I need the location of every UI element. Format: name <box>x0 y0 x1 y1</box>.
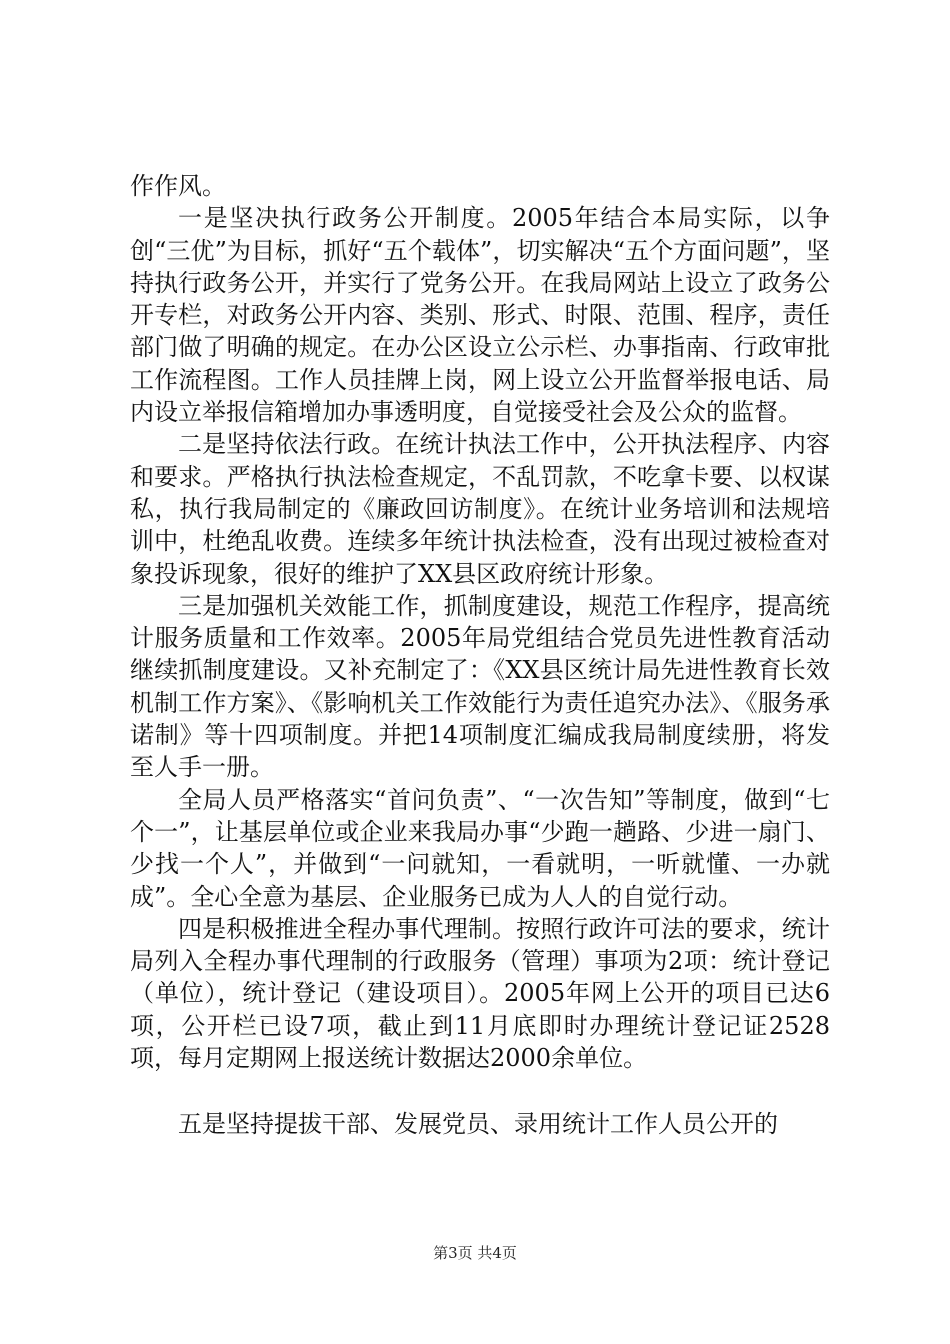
document-body <box>130 170 830 1141</box>
page-footer <box>0 1242 950 1263</box>
paragraph-first-inquiry-responsibility: 全局人员严格落实“首问负责”、“一次告知”等制度，做到“七个一”，让基层单位或企业来我局办事“少跑一趟路、少进一扇门、少找一个人”，并做到“一问就知，一看就明，一听就懂、一办就成”。全心全意为基层、企业服务已成为人人的自觉行动。 <box>130 785 830 911</box>
paragraph-promotion-openness: 五是坚持提拔干部、发展党员、录用统计工作人员公开的 <box>178 1110 778 1139</box>
paragraph-efficiency-work: 三是加强机关效能工作，抓制度建设，规范工作程序，提高统计服务质量和工作效率。2005年局党组结合党员先进性教育活动继续抓制度建设。又补充制定了：《XX县区统计局先进性教育长效机制工作方案》、《影响机关工作效能行为责任追究办法》、《服务承诺制》等十四项制度。并把14项制度汇编成我局制度续册，将发至人手一册。 <box>130 591 830 782</box>
paragraph-lawful-administration: 二是坚持依法行政。在统计执法工作中，公开执法程序、内容和要求。严格执行执法检查规定，不乱罚款，不吃拿卡要、以权谋私，执行我局制定的《廉政回访制度》。在统计业务培训和法规培训中，杜绝乱收费。连续多年统计执法检查，没有出现过被检查对象投诉现象，很好的维护了XX县区政府统计形象。 <box>130 430 830 588</box>
page-number-label: 第3页 共4页 <box>433 1244 517 1262</box>
paragraph-continuation: 作作风。 <box>130 172 226 200</box>
paragraph-agency-system: 四是积极推进全程办事代理制。按照行政许可法的要求，统计局列入全程办事代理制的行政服务（管理）事项为2项：统计登记（单位），统计登记（建设项目）。2005年网上公开的项目已达6项，公开栏已设7项，截止到11月底即时办理统计登记证2528项，每月定期网上报送统计数据达2000余单位。 <box>130 914 830 1073</box>
paragraph-government-affairs-openness: 一是坚决执行政务公开制度。2005年结合本局实际，以争创“三优”为目标，抓好“五个载体”，切实解决“五个方面问题”，坚持执行政务公开，并实行了党务公开。在我局网站上设立了政务公开专栏，对政务公开内容、类别、形式、时限、范围、程序，责任部门做了明确的规定。在办公区设立公示栏、办事指南、行政审批工作流程图。工作人员挂牌上岗，网上设立公开监督举报电话、局内设立举报信箱增加办事透明度，自觉接受社会及公众的监督。 <box>130 204 830 427</box>
